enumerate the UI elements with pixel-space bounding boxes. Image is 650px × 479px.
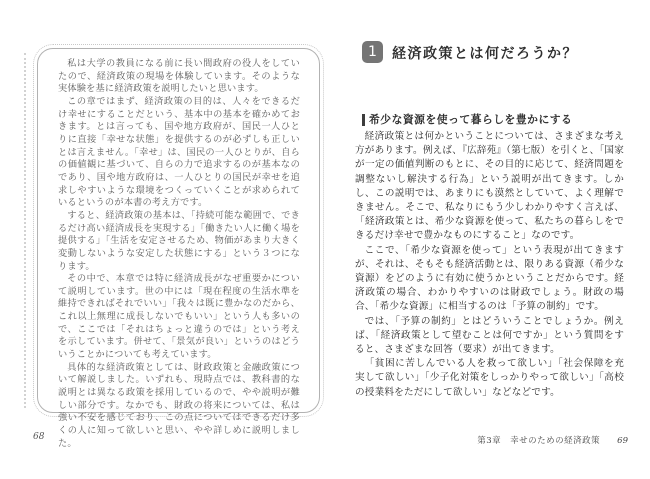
- body-paragraph: 経済政策とは何かということについては、さまざまな考え方があります。例えば、『広辞苑』（第七版）を引くと、「国家が一定の価値判断のもとに、その目的に応じて、経済問題を調整ないし解決する行為」という説明が出てきます。しかし、この説明では、あまりにも漠然としていて、よく理解できません。そこで、私なりにもう少しわかりやすく言えば、「経済政策とは、希少な資源を使って、私たちの暮らしをできるだけ幸せで豊かなものにすること」なのです。: [355, 131, 624, 242]
- subheading: [362, 112, 572, 127]
- subheading-bar-icon: [362, 114, 365, 126]
- intro-paragraph: 具体的な経済政策としては、財政政策と金融政策について解説しました。いずれも、現時点では、教科書的な説明とは異なる政策を採用しているので、やや説明が難しい部分です。なかでも、財政の将来については、私は強い不安を感じており、この点についてはできるだけ多くの人に知って欲しいと思い、やや詳しめに説明しました。: [58, 361, 300, 449]
- body-paragraph: 「貧困に苦しんでいる人を救って欲しい」「社会保障を充実して欲しい」「少子化対策をしっかりやって欲しい」「高校の授業料をただにして欲しい」などなどです。: [355, 358, 624, 398]
- paper-edge-decoration: [24, 53, 26, 408]
- body-paragraph: では、「予算の制約」とはどういうことでしょうか。例えば、「経済政策として望むことは何ですか」という質問をすると、さまざまな回答（要求）が出てきます。: [355, 315, 624, 356]
- intro-paragraph: すると、経済政策の基本は、「持続可能な範囲で、できるだけ高い経済成長を実現する」「働きたい人に働く場を提供する」「生活を安定させるため、物価があまり大きく変動しないような安定した状態にする」という３つになります。: [58, 209, 300, 272]
- running-footer: [477, 434, 628, 446]
- body-paragraph: ここで、「希少な資源を使って」という表現が出てきますが、それは、そもそも経済活動とは、限りある資源（希少な資源）をどのように有効に使うかということだからです。経済政策の場合、わかりやすいのは財政でしょう。財政の場合、「希少な資源」に相当するのは「予算の制約」です。: [355, 244, 624, 313]
- section-number: 1: [368, 44, 377, 60]
- intro-paragraph: この章ではまず、経済政策の目的は、人々をできるだけ幸せにすることだという、基本中の基本を確かめておきます。とは言っても、国や地方政府が、国民一人ひとりに直接「幸せな状態」を提供するのが必ずしも正しいとは言えません。「幸せ」は、国民の一人ひとりが、自らの価値観に基づいて、自らの力で追求するのが基本なのであり、国や地方政府は、一人ひとりの国民が幸せを追求しやすいような環境をつくっていくことが求められているというのが本書の考え方です。: [58, 95, 300, 209]
- section-title: 経済政策とは何だろうか？: [392, 46, 578, 62]
- chapter-label: 第3章 幸せのための経済政策: [477, 436, 601, 446]
- right-page: [325, 0, 650, 479]
- intro-paragraph: 私は大学の教員になる前に長い間政府の役人をしていたので、経済政策の現場を体験しています。そのような実体験を基に経済政策を説明したいと思います。: [58, 58, 300, 95]
- intro-paragraph: その中で、本章では特に経済成長がなぜ重要かについて説明しています。世の中には「現在程度の生活水準を維持できればそれでいい」「我々は既に豊かなのだから、これ以上無理に成長しないでもいい」という人も多いので、ここでは「それはちょっと違うのでは」という考えを示しています。併せて、「景気が良い」というのはどういうことかについても考えています。: [58, 273, 300, 361]
- subheading-label: 希少な資源を使って暮らしを豊かにする: [369, 113, 573, 126]
- page-number-left: 68: [33, 432, 45, 442]
- section-number-badge: [362, 41, 383, 63]
- page-number-right: 69: [617, 436, 628, 446]
- body-text-column: [355, 130, 624, 400]
